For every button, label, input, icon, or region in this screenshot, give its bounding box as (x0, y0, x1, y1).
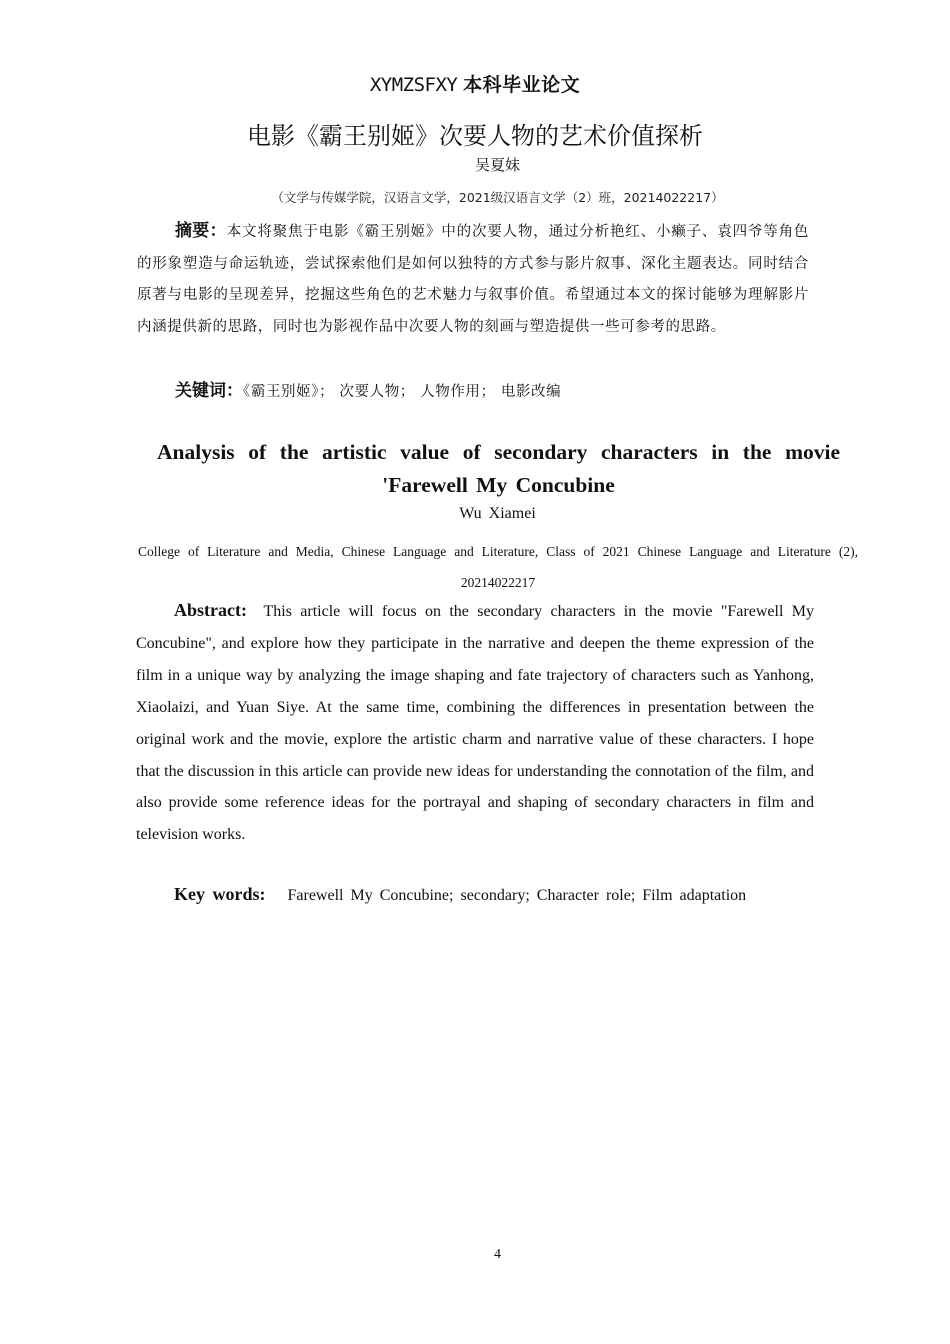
keywords-english (174, 884, 824, 905)
abstract-english (136, 595, 814, 851)
abstract-text-chinese: 本文将聚焦于电影《霸王别姬》中的次要人物，通过分析艳红、小癞子、袁四爷等角色的形象塑造与命运轨迹，尝试探索他们是如何以独特的方式参与影片叙事、深化主题表达。同时结合原著与电影的呈现差异，挖掘这些角色的艺术魅力与叙事价值。希望通过本文的探讨能够为理解影片内涵提供新的思路，同时也为影视作品中次要人物的刻画与塑造提供一些可参考的思路。 (137, 224, 810, 335)
affiliation-english: College of Literature and Media, Chinese Language and Literature, Class of 2021 Chinese Language and Literature (2), 20214022217 (138, 544, 858, 590)
keywords-label-english: Key words: (174, 884, 266, 904)
keywords-chinese (175, 376, 815, 401)
abstract-chinese (137, 216, 809, 343)
author-name-english: Wu Xiamei (459, 505, 536, 522)
paper-title-english (157, 436, 840, 501)
keywords-label-chinese: 关键词： (175, 381, 243, 401)
running-header (0, 70, 950, 97)
abstract-label-chinese: 摘要： (175, 221, 227, 241)
abstract-label-english: Abstract: (174, 600, 247, 620)
header-code: XYMZSFXY (369, 74, 458, 96)
title-english-line1: Analysis of the artistic value of secondary characters in the movie (157, 440, 840, 464)
keywords-text-chinese: 《霸王别姬》； 次要人物； 人物作用； 电影改编 (243, 384, 562, 400)
paper-title-chinese: 电影《霸王别姬》次要人物的艺术价值探析 (247, 122, 703, 150)
title-english-line2: 'Farewell My Concubine (382, 472, 615, 497)
page-number: 4 (494, 1247, 501, 1262)
author-name-chinese: 吴夏妹 (474, 156, 520, 174)
affiliation-chinese: （文学与传媒学院，汉语言文学，2021级汉语言文学（2）班，20214022217） (271, 190, 724, 205)
keywords-text-english: Farewell My Concubine; secondary; Character role; Film adaptation (287, 887, 747, 904)
abstract-text-english: This article will focus on the secondary characters in the movie "Farewell My Concubine", and explore how they participate in the narrative and deepen the theme expression of the film in a unique way by analyzing the image shaping and fate trajectory of characters such as Yanhong, Xiaolaizi, and Yuan Siye. At the same time, combining the differences in presentation between the original work and the movie, explore the artistic charm and narrative value of these characters. I hope that the discussion in this article can provide new ideas for understanding the connotation of the film, and also provide some reference ideas for the portrayal and shaping of secondary characters in film and television works. (136, 603, 814, 844)
header-label: 本科毕业论文 (463, 74, 581, 96)
